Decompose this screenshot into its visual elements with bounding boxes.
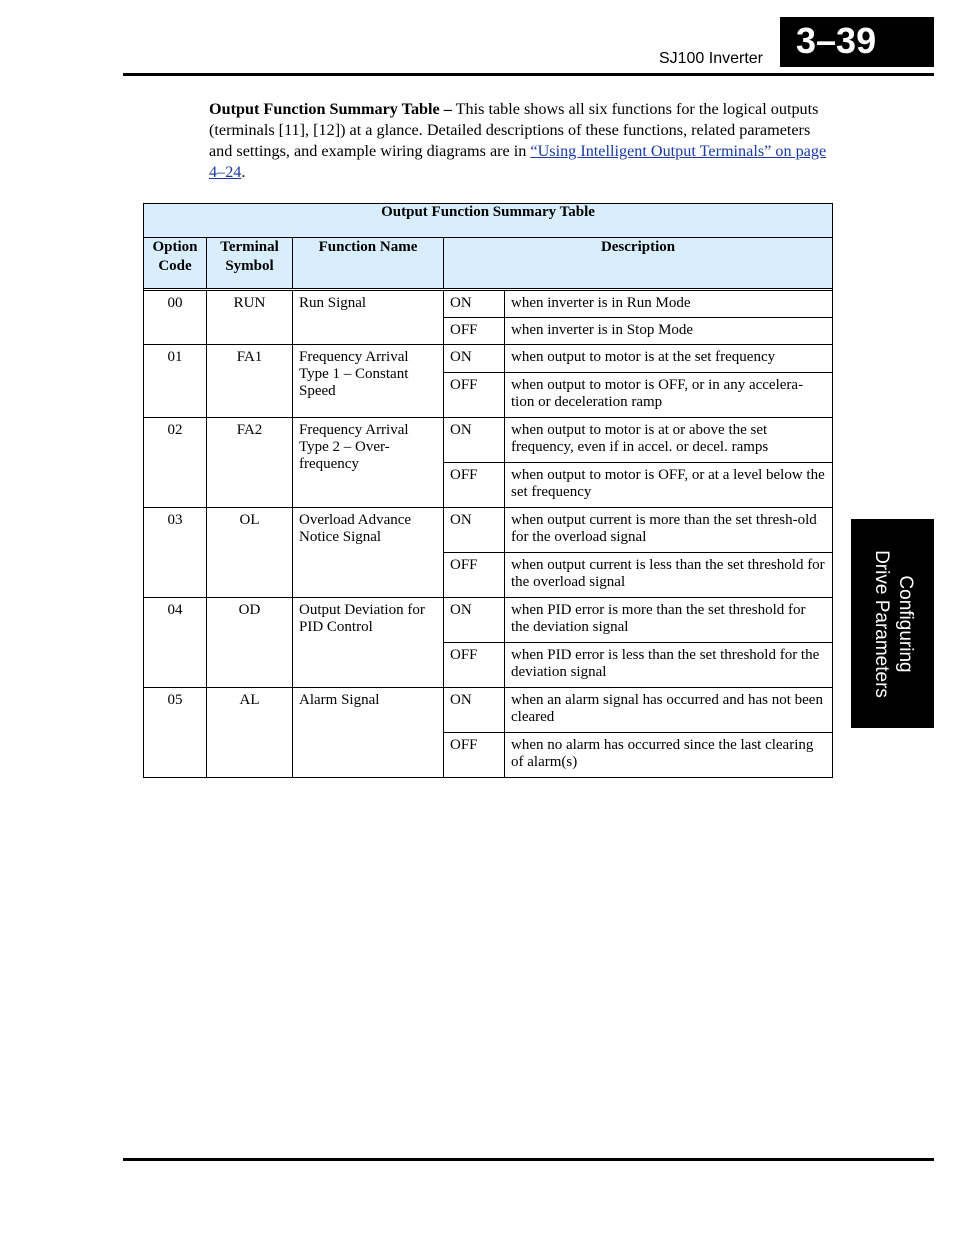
on-description-cell: when output to motor is at the set frequency <box>505 345 833 373</box>
table-row <box>144 291 833 318</box>
on-description-cell: when an alarm signal has occurred and has not been cleared <box>505 688 833 733</box>
off-state-cell: OFF <box>444 553 505 598</box>
table-body <box>144 291 833 778</box>
on-state-cell: ON <box>444 345 505 373</box>
table-row <box>144 508 833 553</box>
footer-rule <box>123 1158 934 1161</box>
option-code-cell: 02 <box>144 418 207 508</box>
table-row <box>144 598 833 643</box>
off-state-cell: OFF <box>444 643 505 688</box>
intro-end: . <box>241 163 246 181</box>
on-description-cell: when inverter is in Run Mode <box>505 291 833 318</box>
off-description-cell: when output current is less than the set threshold for the overload signal <box>505 553 833 598</box>
table-title: Output Function Summary Table <box>144 204 833 238</box>
column-header-terminal-symbol: Terminal Symbol <box>207 238 293 289</box>
on-state-cell: ON <box>444 598 505 643</box>
section-side-tab <box>851 519 934 728</box>
off-description-cell: when PID error is less than the set threshold for the deviation signal <box>505 643 833 688</box>
cross-reference-link[interactable]: “Using Intelligent Output Terminals” on page 4–24 <box>209 142 827 181</box>
intro-text: This table shows all six functions for the logical outputs (terminals [11], [12]) at a glance. Detailed descriptions of these functions, related parameters and settings, and example wiring diagrams are in <box>209 100 819 160</box>
terminal-symbol-cell: FA1 <box>207 345 293 418</box>
terminal-symbol-cell: RUN <box>207 291 293 345</box>
off-description-cell: when output to motor is OFF, or at a level below the set frequency <box>505 463 833 508</box>
column-header-function-name: Function Name <box>293 238 444 289</box>
function-name-cell: Output Deviation for PID Control <box>293 598 444 688</box>
terminal-symbol-cell: FA2 <box>207 418 293 508</box>
on-state-cell: ON <box>444 688 505 733</box>
intro-paragraph <box>209 99 829 183</box>
option-code-cell: 04 <box>144 598 207 688</box>
on-description-cell: when PID error is more than the set threshold for the deviation signal <box>505 598 833 643</box>
on-state-cell: ON <box>444 291 505 318</box>
off-description-cell: when no alarm has occurred since the last clearing of alarm(s) <box>505 733 833 778</box>
off-state-cell: OFF <box>444 373 505 418</box>
option-code-cell: 03 <box>144 508 207 598</box>
column-header-description: Description <box>444 238 833 289</box>
terminal-symbol-cell: OD <box>207 598 293 688</box>
terminal-symbol-cell: AL <box>207 688 293 778</box>
off-state-cell: OFF <box>444 318 505 345</box>
table-row <box>144 418 833 463</box>
on-description-cell: when output current is more than the set thresh-old for the overload signal <box>505 508 833 553</box>
option-code-cell: 00 <box>144 291 207 345</box>
terminal-symbol-cell: OL <box>207 508 293 598</box>
function-name-cell: Run Signal <box>293 291 444 345</box>
off-state-cell: OFF <box>444 733 505 778</box>
running-header-product: SJ100 Inverter <box>658 50 763 67</box>
intro-bold-lead: Output Function Summary Table – <box>209 100 452 118</box>
page-number: 3–39 <box>780 17 934 67</box>
off-description-cell: when output to motor is OFF, or in any accelera-tion or deceleration ramp <box>505 373 833 418</box>
table-row <box>144 345 833 373</box>
function-name-cell: Alarm Signal <box>293 688 444 778</box>
output-function-summary-table <box>143 203 833 778</box>
column-header-option-code: Option Code <box>144 238 207 289</box>
off-description-cell: when inverter is in Stop Mode <box>505 318 833 345</box>
function-name-cell: Overload Advance Notice Signal <box>293 508 444 598</box>
section-side-tab-label: Configuring Drive Parameters <box>870 549 916 698</box>
table-row <box>144 688 833 733</box>
function-name-cell: Frequency Arrival Type 2 – Over-frequency <box>293 418 444 508</box>
option-code-cell: 05 <box>144 688 207 778</box>
on-state-cell: ON <box>444 418 505 463</box>
function-name-cell: Frequency Arrival Type 1 – Constant Speed <box>293 345 444 418</box>
on-description-cell: when output to motor is at or above the set frequency, even if in accel. or decel. ramps <box>505 418 833 463</box>
option-code-cell: 01 <box>144 345 207 418</box>
on-state-cell: ON <box>444 508 505 553</box>
header-rule <box>123 73 934 76</box>
off-state-cell: OFF <box>444 463 505 508</box>
